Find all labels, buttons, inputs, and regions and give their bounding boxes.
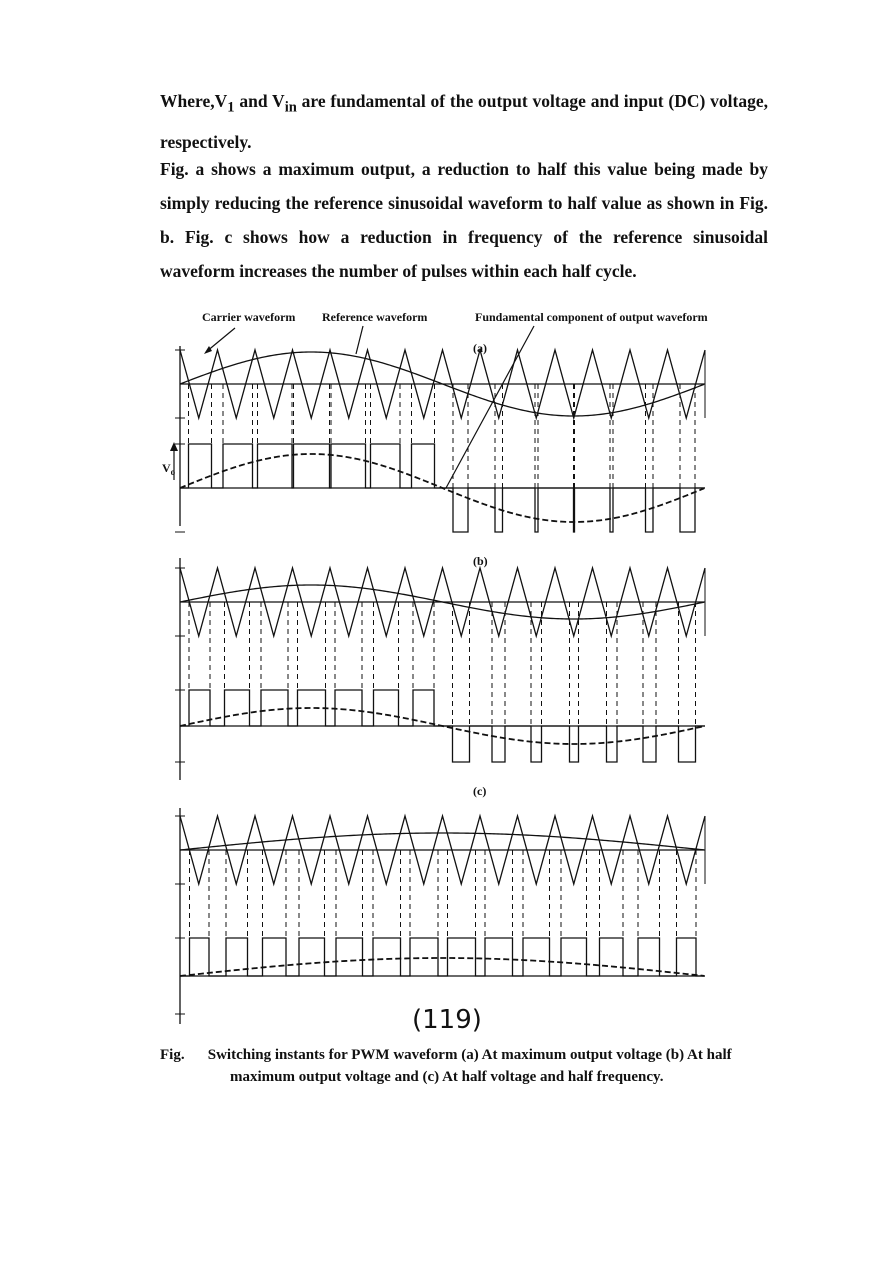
panel-label-a: (a) <box>473 341 487 355</box>
fundamental-pointer-line <box>446 326 534 488</box>
label-carrier-waveform: Carrier waveform <box>202 310 296 324</box>
reference-pointer-line <box>356 326 363 354</box>
label-reference-waveform: Reference waveform <box>322 310 428 324</box>
p1-subscript-1: 1 <box>227 99 235 116</box>
p1-text-b: and V <box>234 91 285 111</box>
p1-text-a: Where,V <box>160 91 228 111</box>
label-fundamental-component: Fundamental component of output waveform <box>475 310 708 324</box>
caption-label: Fig. <box>160 1047 185 1063</box>
paragraph-figure-description: Fig. a shows a maximum output, a reduction to half this value being made by simply reducing the reference sinusoidal waveform to half value as shown in Fig. b. Fig. c shows how a reduction in frequency of the reference sinusoidal waveform increases the number of pulses within each half cycle. <box>160 159 768 281</box>
p1-subscript-in: in <box>284 99 297 116</box>
axis-label-vo: $V_o$ <box>162 461 176 477</box>
page-number: (119) <box>412 1005 482 1035</box>
figure-caption <box>160 1044 760 1088</box>
pwm-waveform-diagram <box>150 296 750 1036</box>
panel-label-c: (c) <box>473 784 487 798</box>
caption-line-1: Switching instants for PWM waveform (a) At maximum output voltage (b) At half <box>207 1047 732 1063</box>
caption-line-2: maximum output voltage and (c) At half voltage and half frequency. <box>230 1069 664 1085</box>
pwm-output-c <box>180 938 705 976</box>
carrier-arrowhead <box>204 346 212 354</box>
waveform-plots <box>170 346 705 1024</box>
fundamental-component-c <box>180 958 704 976</box>
panel-label-b: (b) <box>473 554 488 568</box>
p1-text-c: are fundamental of the output voltage and input (DC) voltage, respectively. <box>160 91 768 152</box>
pwm-figure <box>150 296 750 1036</box>
reference-waveform-c <box>180 833 704 850</box>
paragraph-definition <box>160 84 768 159</box>
vo-arrowhead <box>170 442 178 451</box>
